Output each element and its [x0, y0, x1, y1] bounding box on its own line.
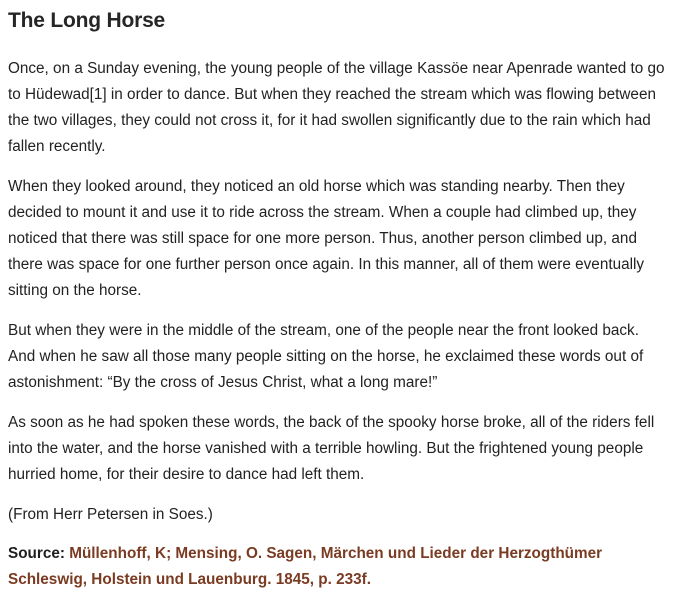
story-body [8, 56, 666, 528]
footnote-reference[interactable]: [1] [89, 86, 107, 103]
source-citation [8, 541, 666, 593]
attribution-paragraph: (From Herr Petersen in Soes.) [8, 506, 213, 523]
paragraph-1 [8, 56, 666, 160]
paragraph-1-text-before: Once, on a Sunday evening, the young people of the village Kassöe near Apenrade wanted to go to Hüdewad [8, 60, 665, 103]
source-label: Source: [8, 545, 65, 562]
paragraph-1-text-after: in order to dance. But when they reached the stream which was flowing between the two villages, they could not cross it, for it had swollen significantly due to the rain which had fallen recently. [8, 86, 656, 155]
paragraph-3: But when they were in the middle of the stream, one of the people near the front looked back. And when he saw all those many people sitting on the horse, he exclaimed these words out of astonishment: “By the cross of Jesus Christ, what a long mare!” [8, 322, 644, 391]
paragraph-2: When they looked around, they noticed an old horse which was standing nearby. Then they decided to mount it and use it to ride across the stream. When a couple had climbed up, they noticed that there was still space for one more person. Thus, another person climbed up, and there was space for one further person once again. In this manner, all of them were eventually sitting on the horse. [8, 178, 645, 299]
paragraph-4: As soon as he had spoken these words, the back of the spooky horse broke, all of the riders fell into the water, and the horse vanished with a terrible howling. But the frightened young people hurried home, for their desire to dance had left them. [8, 414, 655, 483]
story-title: The Long Horse [8, 9, 166, 32]
source-link[interactable]: Müllenhoff, K; Mensing, O. Sagen, Märchen und Lieder der Herzogthümer Schleswig, Holstein und Lauenburg. 1845, p. 233f. [8, 545, 603, 588]
